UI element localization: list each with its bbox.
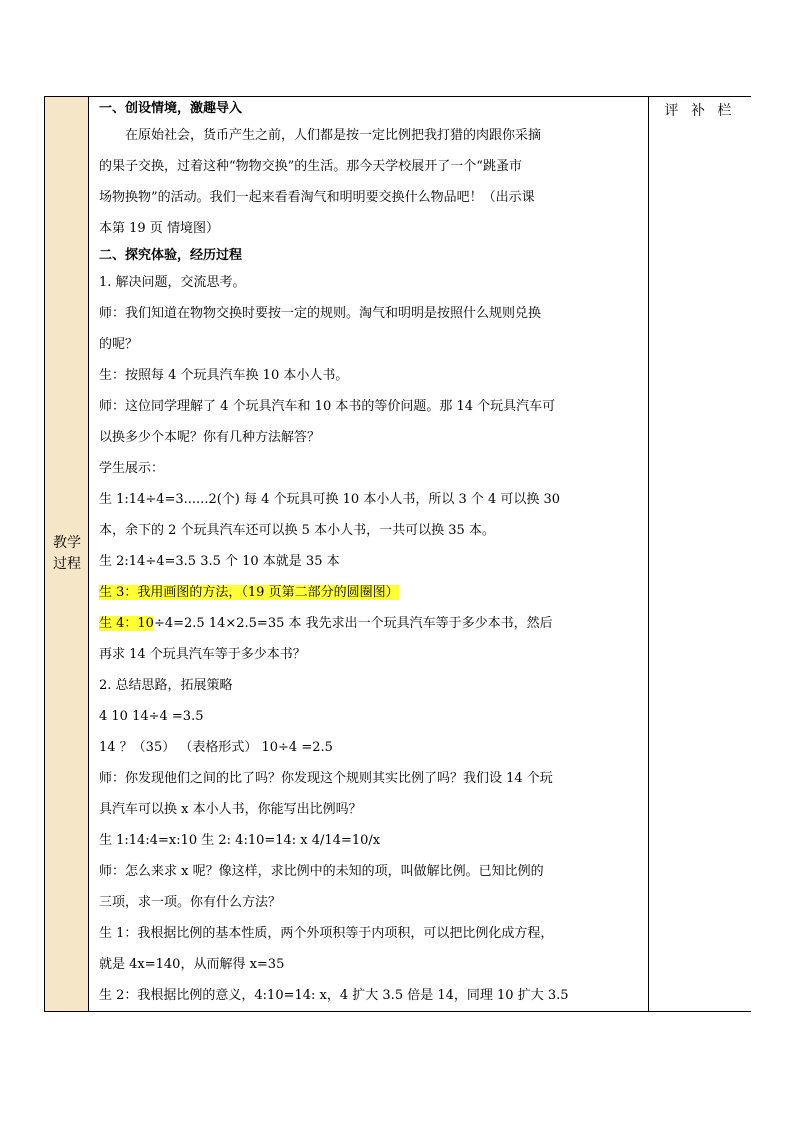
content-lines <box>95 97 648 1011</box>
line-text: 师：你发现他们之间的比了吗？你发现这个规则其实比例了吗？我们设 14 个玩 <box>99 771 553 786</box>
line-text: 具汽车可以换 x 本小人书，你能写出比例吗？ <box>99 802 362 817</box>
content-line <box>99 980 648 1011</box>
content-line <box>99 670 648 701</box>
content-line <box>99 732 648 763</box>
content-line <box>99 453 648 484</box>
content-line <box>99 701 648 732</box>
line-text: 以换多少个本呢？你有几种方法解答？ <box>99 430 321 445</box>
line-text: 4 10 14÷4 =3.5 <box>99 709 204 724</box>
section-label-line2: 过程 <box>53 556 81 572</box>
content-line <box>99 825 648 856</box>
content-line <box>99 360 648 391</box>
lesson-table <box>44 96 751 1012</box>
line-text: 生 2:14÷4=3.5 3.5 个 10 本就是 35 本 <box>99 554 340 569</box>
line-text: 在原始社会，货币产生之前，人们都是按一定比例把我打猎的肉跟你采摘 <box>125 128 542 143</box>
content-line <box>99 120 648 151</box>
highlighted-text: 生 3：我用画图的方法，（19 页第二部分的圆圈图） <box>99 585 399 600</box>
line-text: 场物换物”的活动。我们一起来看看淘气和明明要交换什么物品吧！（出示课 <box>99 190 535 205</box>
content-line <box>99 949 648 980</box>
line-text: 14 ？（35） （表格形式） 10÷4 =2.5 <box>99 740 333 755</box>
line-text: 的果子交换，过着这种“物物交换”的生活。那今天学校展开了一个“跳蚤市 <box>99 159 522 174</box>
line-text: 本，余下的 2 个玩具汽车还可以换 5 本小人书，一共可以换 35 本。 <box>99 523 495 538</box>
content-line <box>99 298 648 329</box>
content-cell <box>95 97 649 1011</box>
line-text: 生 1:14÷4=3......2(个) 每 4 个玩具可换 10 本小人书，所以 3 个 4 可以换 30 <box>99 492 561 507</box>
comment-column-title: 评 补 栏 <box>664 103 736 119</box>
highlighted-text: 生 4：10 <box>99 616 154 631</box>
content-line <box>99 546 648 577</box>
line-text: 再求 14 个玩具汽车等于多少本书？ <box>99 647 306 662</box>
line-text: 三项，求一项。你有什么方法？ <box>99 895 282 910</box>
line-text: 的呢？ <box>99 337 139 352</box>
section-label <box>45 533 89 575</box>
section-label-line1: 教学 <box>53 535 81 551</box>
content-line <box>99 763 648 794</box>
line-text: 一、创设情境，激趣导入 <box>99 101 243 116</box>
content-line <box>99 515 648 546</box>
line-text: 2. 总结思路，拓展策略 <box>99 678 233 693</box>
line-text: 师：我们知道在物物交换时要按一定的规则。淘气和明明是按照什么规则兑换 <box>99 306 542 321</box>
content-line <box>99 182 648 213</box>
line-text: 本第 19 页 情境图） <box>99 221 219 236</box>
line-text: 生 2：我根据比例的意义，4:10=14: x，4 扩大 3.5 倍是 14，同理 10 扩大 3.5 <box>99 988 569 1003</box>
content-line <box>99 267 648 298</box>
content-line <box>99 887 648 918</box>
content-line <box>99 213 648 244</box>
content-line <box>99 608 648 639</box>
line-text: 师：这位同学理解了 4 个玩具汽车和 10 本书的等价问题。那 14 个玩具汽车可 <box>99 399 556 414</box>
content-line <box>99 484 648 515</box>
line-text: 师：怎么来求 x 呢？像这样，求比例中的未知的项，叫做解比例。已知比例的 <box>99 864 544 879</box>
comment-cell <box>649 97 751 1011</box>
content-line <box>99 151 648 182</box>
content-line <box>99 794 648 825</box>
line-text: 生：按照每 4 个玩具汽车换 10 本小人书。 <box>99 368 349 383</box>
content-line <box>99 856 648 887</box>
line-text: 二、探究体验，经历过程 <box>99 248 243 263</box>
content-line <box>99 244 648 267</box>
line-text: 学生展示： <box>99 461 165 476</box>
content-line <box>99 391 648 422</box>
line-text: ÷4=2.5 14×2.5=35 本 我先求出一个玩具汽车等于多少本书，然后 <box>153 616 553 631</box>
content-line <box>99 97 648 120</box>
content-line <box>99 422 648 453</box>
content-line <box>99 639 648 670</box>
section-label-cell <box>45 97 89 1011</box>
content-line <box>99 918 648 949</box>
line-text: 生 1：我根据比例的基本性质，两个外项积等于内项积，可以把比例化成方程， <box>99 926 554 941</box>
line-text: 1. 解决问题，交流思考。 <box>99 275 246 290</box>
content-line <box>99 577 648 608</box>
line-text: 生 1:14:4=x:10 生 2: 4:10=14: x 4/14=10/x <box>99 833 381 848</box>
line-text: 就是 4x=140，从而解得 x=35 <box>99 957 285 972</box>
content-line <box>99 329 648 360</box>
